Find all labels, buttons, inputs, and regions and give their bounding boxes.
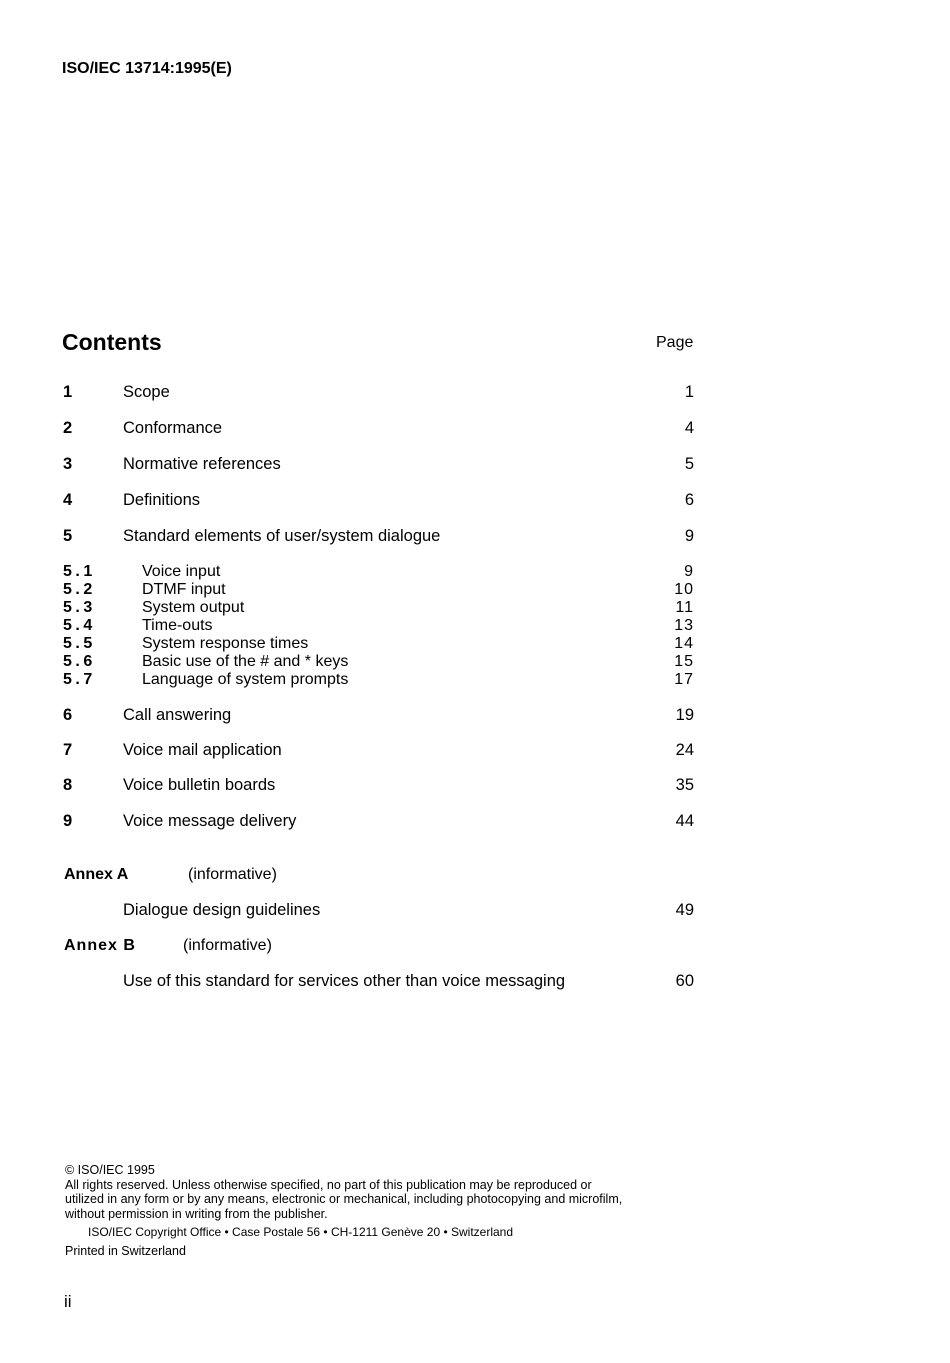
toc-subentry-page: 10 [674,581,694,598]
toc-subentry[interactable] [0,563,950,581]
toc-subentry-number: 5.5 [63,635,96,652]
toc-entry-title: Standard elements of user/system dialogue [123,527,441,545]
toc-entry-page: 24 [675,741,694,759]
toc-subentry[interactable] [0,635,950,653]
toc-subentry-page: 13 [674,617,694,634]
toc-entry-number: 3 [63,455,73,473]
toc-subentry-number: 5.7 [63,671,96,688]
toc-entry-title: Voice message delivery [123,812,297,830]
toc-entry[interactable] [0,527,950,547]
annex-b-label: Annex B [64,937,136,954]
toc-subentry-title: System response times [142,635,309,652]
toc-entry-page: 5 [684,455,694,473]
toc-subentry-page: 15 [674,653,694,670]
toc-subentry-title: Voice input [142,563,221,580]
toc-entry-title: Scope [123,383,170,401]
copyright-office-address: ISO/IEC Copyright Office • Case Postale 56 • CH-1211 Genève 20 • Switzerland [88,1225,514,1239]
toc-entry-page: 35 [675,776,694,794]
page-number: ii [64,1292,72,1311]
toc-entry-number: 7 [63,741,73,759]
toc-entry[interactable] [0,491,950,511]
toc-entry-page: 1 [684,383,694,401]
toc-entry-title: Voice bulletin boards [123,776,276,794]
toc-subentry-title: Basic use of the # and * keys [142,653,349,670]
toc-entry[interactable] [0,812,950,832]
toc-entry[interactable] [0,383,950,403]
toc-subentry-page: 9 [684,563,694,580]
toc-entry-title: Voice mail application [123,741,282,759]
toc-entry-title: Definitions [123,491,201,509]
toc-subentry[interactable] [0,581,950,599]
toc-entry[interactable] [0,706,950,726]
toc-subentry-page: 17 [674,671,694,688]
toc-entry[interactable] [0,419,950,439]
toc-subentry-title: Time-outs [142,617,213,634]
toc-subentry-number: 5.2 [63,581,96,598]
annex-b-page: 60 [675,972,694,990]
toc-entry-page: 6 [684,491,694,509]
annex-a-page: 49 [675,901,694,919]
toc-entry[interactable] [0,776,950,796]
annex-b-entry[interactable] [0,972,950,992]
annex-a-title: Dialogue design guidelines [123,901,321,919]
page-column-heading: Page [656,334,694,351]
document-id: ISO/IEC 13714:1995(E) [62,60,232,77]
toc-subentry-title: DTMF input [142,581,226,598]
toc-entry-page: 9 [684,527,694,545]
toc-entry-page: 44 [675,812,694,830]
toc-entry-number: 5 [63,527,73,545]
toc-entry-page: 4 [684,419,694,437]
toc-entry-title: Normative references [123,455,281,473]
toc-subentry-page: 14 [674,635,694,652]
toc-subentry-number: 5.4 [63,617,96,634]
copyright-line: © ISO/IEC 1995 [65,1163,155,1177]
toc-entry-number: 1 [63,383,73,401]
toc-entry-title: Conformance [123,419,223,437]
toc-entry-title: Call answering [123,706,232,724]
rights-notice: All rights reserved. Unless otherwise specified, no part of this publication may be reproduced or utilized in any form or by any means, electronic or mechanical, including photocopying and microfilm, without permission in writing from the publisher. [65,1178,623,1221]
printed-in: Printed in Switzerland [65,1244,186,1258]
toc-subentry[interactable] [0,671,950,689]
toc-subentry-title: Language of system prompts [142,671,349,688]
toc-subentry-number: 5.1 [63,563,96,580]
annex-b-kind: (informative) [183,937,272,954]
annex-a-entry[interactable] [0,901,950,921]
toc-entry-number: 8 [63,776,73,794]
toc-subentry-number: 5.3 [63,599,96,616]
toc-entry-number: 4 [63,491,73,509]
toc-entry[interactable] [0,455,950,475]
toc-entry-number: 2 [63,419,73,437]
toc-subentry[interactable] [0,653,950,671]
annex-b-title: Use of this standard for services other than voice messaging [123,972,566,990]
toc-entry[interactable] [0,741,950,761]
toc-subentry-title: System output [142,599,245,616]
toc-subentry[interactable] [0,599,950,617]
toc-entry-number: 6 [63,706,73,724]
contents-title: Contents [62,329,162,355]
toc-entry-number: 9 [63,812,73,830]
annex-a-kind: (informative) [188,866,277,883]
toc-subentry-number: 5.6 [63,653,96,670]
toc-subentry[interactable] [0,617,950,635]
annex-a-label: Annex A [64,866,129,883]
toc-subentry-page: 11 [675,599,694,616]
toc-entry-page: 19 [675,706,694,724]
